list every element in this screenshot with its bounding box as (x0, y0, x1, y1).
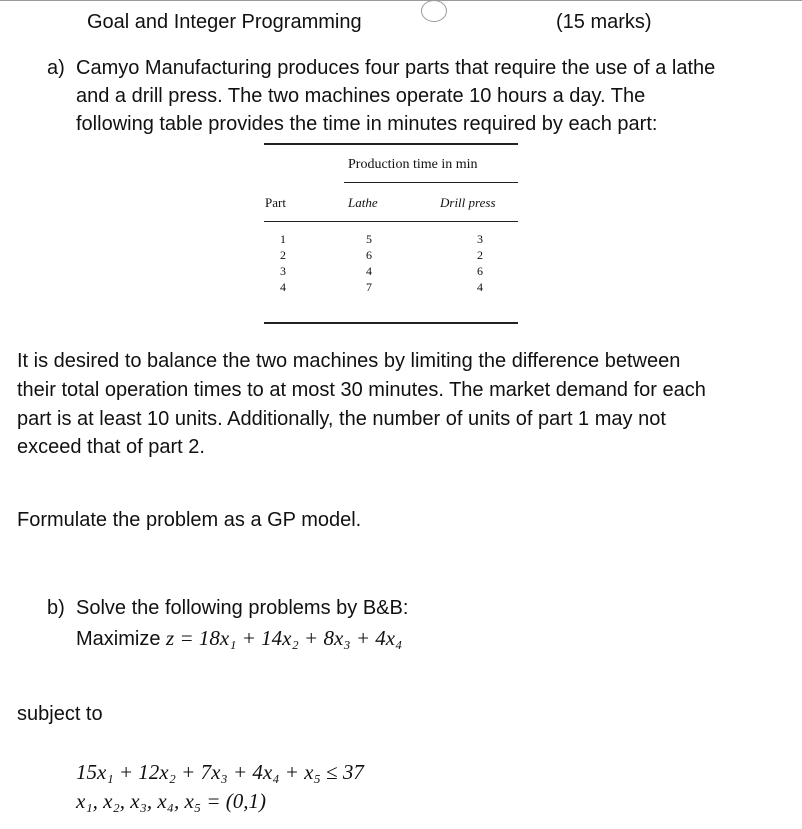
table-header-drill-press: Drill press (440, 195, 496, 210)
table-cell: 6 (366, 248, 372, 262)
part-a-label: a) (47, 57, 65, 79)
part-a-line-3: following table provides the time in minutes required by each part: (76, 113, 658, 135)
table-header-rule (264, 221, 518, 222)
objective-prefix: Maximize (76, 628, 161, 650)
table-cell: 7 (366, 280, 372, 294)
paragraph-line-2: their total operation times to at most 30 minutes. The market demand for each (17, 379, 706, 401)
section-title: Goal and Integer Programming (87, 11, 362, 33)
table-cell: 2 (280, 248, 286, 262)
table-cell: 5 (366, 232, 372, 246)
table-cell: 3 (280, 264, 286, 278)
part-b-label: b) (47, 597, 65, 619)
constraint-2: x₁, x₂, x₃, x₄, x₅ = (0,1) (76, 789, 267, 813)
table-group-header: Production time in min (348, 157, 478, 172)
table-cell: 4 (280, 280, 286, 294)
table-bottom-rule (264, 322, 518, 324)
formulate-instruction: Formulate the problem as a GP model. (17, 509, 362, 531)
table-cell: 2 (477, 248, 483, 262)
table-part-column (276, 231, 290, 295)
circle-mark-icon (421, 0, 447, 22)
objective-function: z = 18x₁ + 14x₂ + 8x₃ + 4x₄ (166, 626, 403, 650)
table-header-lathe: Lathe (348, 195, 378, 210)
subject-to-label: subject to (17, 703, 103, 725)
part-b-heading: Solve the following problems by B&B: (76, 597, 409, 619)
table-drill-column (473, 231, 487, 295)
part-a-line-1: Camyo Manufacturing produces four parts that require the use of a lathe (76, 57, 716, 79)
marks-label: (15 marks) (556, 11, 652, 33)
part-a-line-2: and a drill press. The two machines operate 10 hours a day. The (76, 85, 646, 107)
objective-line (76, 626, 402, 651)
table-cell: 1 (280, 232, 286, 246)
paragraph-line-4: exceed that of part 2. (17, 436, 205, 458)
table-cell: 3 (477, 232, 483, 246)
table-cell: 6 (477, 264, 483, 278)
paragraph-line-3: part is at least 10 units. Additionally, the number of units of part 1 may not (17, 408, 666, 430)
paragraph-line-1: It is desired to balance the two machines by limiting the difference between (17, 350, 681, 372)
page-top-border (0, 0, 802, 1)
constraint-1: 15x₁ + 12x₂ + 7x₃ + 4x₄ + x₅ ≤ 37 (76, 760, 364, 784)
table-top-rule (264, 143, 518, 145)
table-lathe-column (362, 231, 376, 295)
table-header-part: Part (265, 195, 286, 210)
production-time-table (264, 143, 518, 325)
table-cell: 4 (477, 280, 483, 294)
table-group-rule (344, 182, 518, 183)
table-cell: 4 (366, 264, 372, 278)
